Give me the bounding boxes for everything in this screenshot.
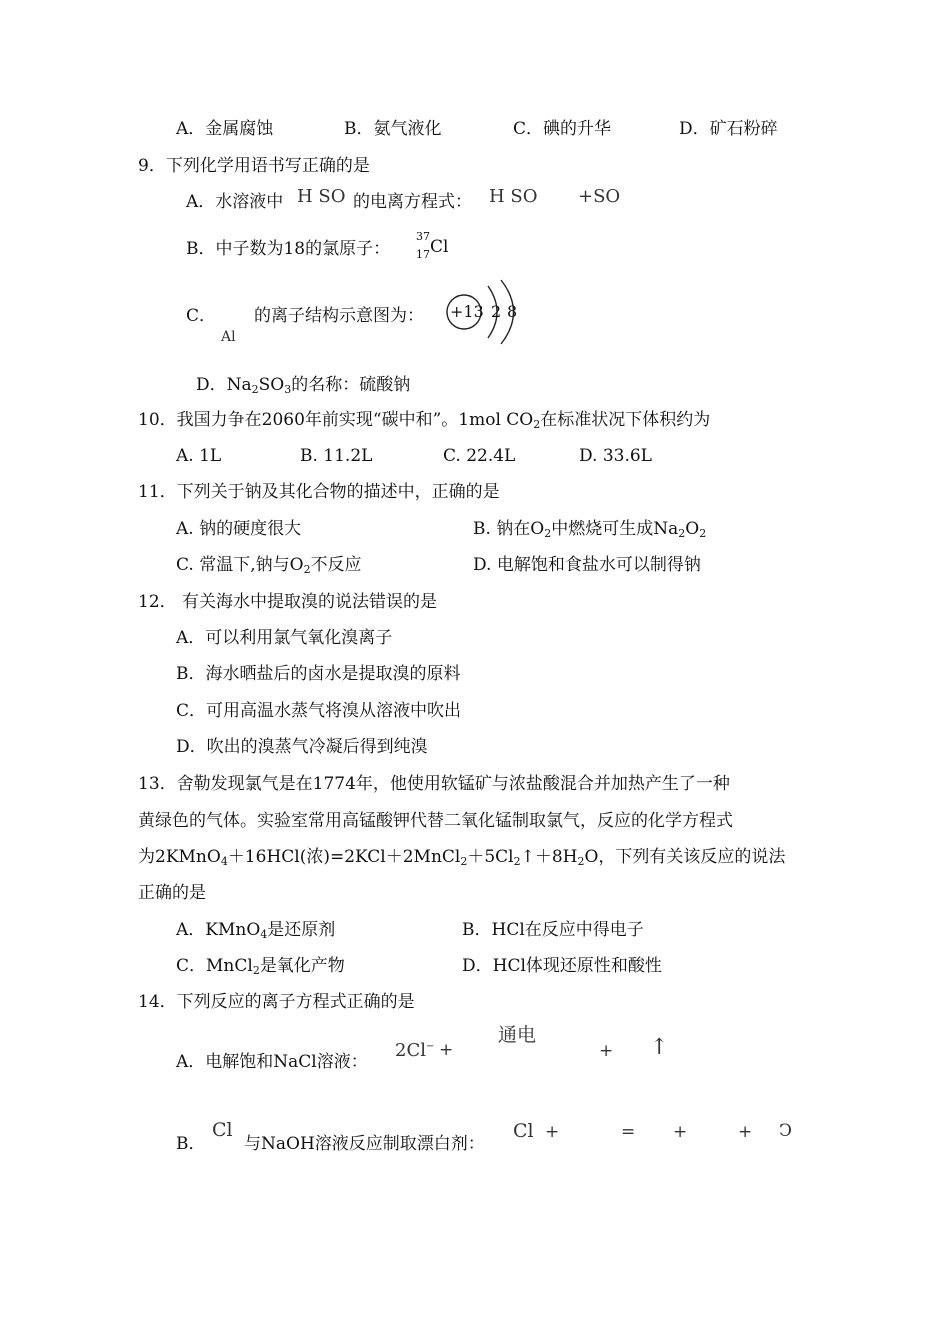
q10-stem: [138, 409, 710, 436]
q10-option-c: C. 22.4L: [443, 446, 516, 466]
q13-stem-line-4: 正确的是: [138, 883, 206, 903]
q9-d-mid: SO: [258, 375, 285, 395]
q13-a-sub: 4: [260, 928, 268, 941]
q9-a-rhs: +SO: [578, 186, 621, 207]
q8-option-b: B．氨气液化: [344, 119, 442, 139]
q9-option-b: [186, 238, 390, 260]
q9-a-mid: 的电离方程式：: [353, 192, 472, 212]
q9-d-prefix: D．Na: [196, 375, 252, 395]
q13-l3-c: ＋5Cl: [467, 847, 514, 867]
q13-option-d: D．HCl体现还原性和酸性: [462, 956, 662, 976]
q11-b-sub3: 2: [699, 527, 707, 540]
q13-a-post: 是还原剂: [267, 920, 336, 940]
q11-stem: 11．下列关于钠及其化合物的描述中，正确的是: [138, 482, 500, 502]
q14-b-cl: Cl: [212, 1119, 233, 1141]
q9-b-prefix: B．中子数为18的氯原子：: [186, 239, 391, 259]
q9-d-sub2: 3: [284, 383, 292, 396]
q13-l3-a: 为2KMnO: [138, 847, 221, 867]
q9-c-mid: 的离子结构示意图为：: [254, 306, 424, 326]
q14-a-prefix: A．电解饱和NaCl溶液：: [176, 1052, 368, 1072]
q14-b-equals: =: [621, 1122, 636, 1142]
q13-l3-s1: 4: [220, 855, 228, 868]
q11-b-pre: B. 钠在O: [473, 519, 545, 539]
q14-b-mid: 与NaOH溶液反应制取漂白剂：: [244, 1134, 485, 1154]
q13-c-post: 是氧化产物: [259, 956, 345, 976]
q14-a-sup: −: [425, 1041, 435, 1052]
q11-option-a: A. 钠的硬度很大: [176, 519, 302, 539]
q13-stem-line-2: 黄绿色的气体。实验室常用高锰酸钾代替二氧化锰制取氯气，反应的化学方程式: [138, 811, 733, 831]
q10-option-d: D. 33.6L: [579, 446, 652, 466]
q13-stem-line-1: 13．舍勒发现氯气是在1774年，他使用软锰矿与浓盐酸混合并加热产生了一种: [138, 774, 730, 794]
q12-option-a: A．可以利用氯气氧化溴离子: [176, 628, 393, 648]
q9-c-symbol: Al: [221, 329, 236, 345]
q13-l3-e: O，下列有关该反应的说法: [584, 847, 786, 867]
q11-c-post: 不反应: [310, 555, 362, 575]
q10-stem-pre: 10．我国力争在2060年前实现“碳中和”。1mol CO: [138, 410, 534, 430]
q14-b-plus-2: +: [673, 1122, 688, 1142]
q14-b-eq-cl: Cl: [513, 1120, 534, 1142]
q13-l3-d: ↑＋8H: [520, 847, 578, 867]
q9-b-symbol: Cl: [430, 237, 449, 257]
q13-c-pre: C．MnCl: [176, 956, 253, 976]
q11-b-mid: 中燃烧可生成Na: [551, 519, 679, 539]
q9-c-prefix: C．: [186, 306, 217, 326]
q11-b-sub2: 2: [678, 527, 686, 540]
q12-option-d: D．吹出的溴蒸气冷凝后得到纯溴: [176, 737, 428, 757]
nucleus-charge: +13: [450, 302, 484, 321]
q13-option-a: [176, 919, 335, 946]
q9-stem: 9．下列化学用语书写正确的是: [138, 156, 370, 176]
q14-stem: 14．下列反应的离子方程式正确的是: [138, 992, 415, 1012]
q12-option-b: B．海水晒盐后的卤水是提取溴的原料: [176, 664, 461, 684]
q11-c-pre: C. 常温下,钠与O: [176, 555, 304, 575]
q14-b-prefix: B．: [176, 1134, 206, 1154]
q14-a-cl: 2Cl: [395, 1040, 426, 1061]
q13-l3-s3: 2: [513, 855, 521, 868]
q10-option-b: B. 11.2L: [300, 446, 373, 466]
q13-option-b: B．HCl在反应中得电子: [462, 920, 644, 940]
q13-l3-b: ＋16HCl(浓)=2KCl＋2MnCl: [227, 847, 461, 867]
q9-d-post: 的名称：硫酸钠: [291, 375, 411, 395]
q10-stem-post: 在标准状况下体积约为: [540, 410, 711, 430]
q8-option-a: A．金属腐蚀: [176, 119, 274, 139]
q10-stem-sub: 2: [533, 418, 541, 431]
q13-l3-s4: 2: [577, 855, 585, 868]
q11-c-sub: 2: [303, 563, 311, 576]
q14-a-plus-1: +: [439, 1040, 454, 1060]
q13-c-sub: 2: [252, 964, 260, 977]
q9-b-mass-number: 37: [416, 230, 430, 243]
q11-b-o: O: [685, 519, 700, 539]
shell-2-electrons: 8: [507, 302, 518, 321]
q14-b-plus-3: +: [738, 1122, 753, 1142]
q13-stem-line-3: [138, 846, 785, 873]
q11-option-c: [176, 554, 362, 581]
q11-b-sub1: 2: [544, 527, 552, 540]
q14-b-plus-1: +: [545, 1122, 560, 1142]
q14-a-condition: 通电: [498, 1024, 537, 1046]
q12-option-c: C．可用高温水蒸气将溴从溶液中吹出: [176, 701, 462, 721]
q11-option-d: D. 电解饱和食盐水可以制得钠: [473, 555, 701, 575]
q14-a-gas-arrow: ↑: [650, 1035, 669, 1060]
shell-1-electrons: 2: [491, 302, 502, 321]
q9-a-lhs: H SO: [489, 186, 538, 207]
q8-option-c: C．碘的升华: [513, 119, 612, 139]
q13-option-c: [176, 955, 345, 982]
q14-a-plus-2: +: [599, 1041, 614, 1061]
q9-a-formula: H SO: [297, 186, 346, 207]
q11-option-b: [473, 518, 706, 545]
q10-option-a: A. 1L: [176, 446, 222, 466]
q13-a-pre: A．KMnO: [176, 920, 261, 940]
q14-a-eq: [395, 1040, 434, 1061]
q8-option-d: D．矿石粉碎: [679, 119, 778, 139]
q13-l3-s2: 2: [460, 855, 468, 868]
q14-b-o: Ↄ: [779, 1121, 793, 1141]
q9-a-prefix: A．水溶液中: [186, 192, 284, 212]
q9-option-a: [186, 191, 283, 213]
q9-b-atomic-number: 17: [416, 248, 430, 261]
q12-stem: 12． 有关海水中提取溴的说法错误的是: [138, 592, 438, 612]
q9-d-sub1: 2: [251, 383, 259, 396]
q9-option-d: [196, 374, 410, 401]
